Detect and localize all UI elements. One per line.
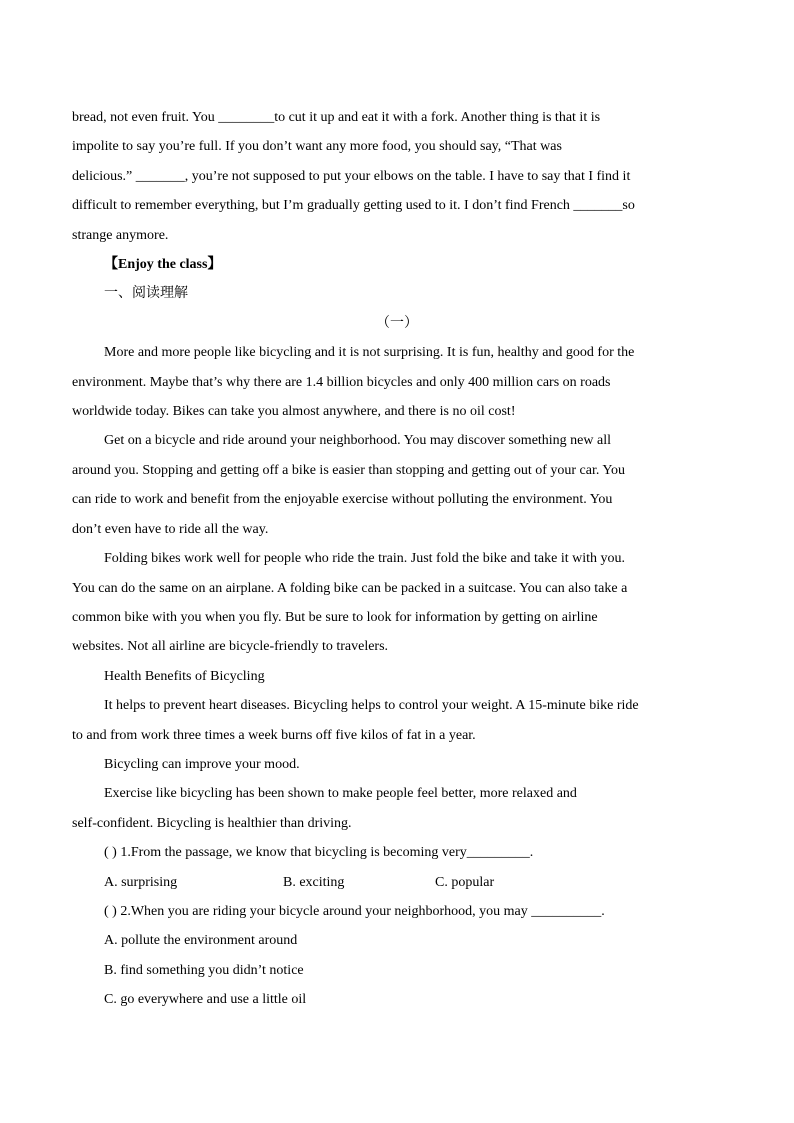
passage-line: self-confident. Bicycling is healthier than driving. (72, 815, 352, 831)
intro-line: strange anymore. (72, 227, 169, 243)
section-subheading: 一、阅读理解 (104, 286, 188, 302)
question-2-stem: ( ) 2.When you are riding your bicycle around your neighborhood, you may __________. (104, 903, 605, 919)
page-content (72, 103, 722, 1015)
question-2-option-c: C. go everywhere and use a little oil (104, 992, 307, 1008)
intro-line: impolite to say you’re full. If you don’t want any more food, you should say, “That was (72, 139, 562, 155)
passage-line: Folding bikes work well for people who ride the train. Just fold the bike and take it with you. (104, 551, 626, 567)
intro-line: difficult to remember everything, but I’m gradually getting used to it. I don’t find French _______so (72, 198, 635, 214)
passage-line: worldwide today. Bikes can take you almost anywhere, and there is no oil cost! (72, 404, 516, 420)
passage-number: （一） (376, 315, 418, 331)
question-1-options (72, 868, 722, 897)
passage-line: websites. Not all airline are bicycle-friendly to travelers. (72, 639, 389, 655)
question-1-option-a: A. surprising (104, 874, 178, 890)
question-1-option-b: B. exciting (283, 874, 345, 890)
intro-line: bread, not even fruit. You ________to cut it up and eat it with a fork. Another thing is that it is (72, 110, 601, 125)
passage-line: More and more people like bicycling and it is not surprising. It is fun, healthy and good for the (104, 345, 635, 361)
passage-line: around you. Stopping and getting off a bike is easier than stopping and getting out of your car. You (72, 462, 626, 478)
question-1-option-c: C. popular (435, 874, 495, 890)
passage-line: Bicycling can improve your mood. (104, 756, 300, 772)
question-2-option-b: B. find something you didn’t notice (104, 962, 304, 978)
passage-line: environment. Maybe that’s why there are 1.4 billion bicycles and only 400 million cars on roads (72, 374, 611, 390)
passage-line: don’t even have to ride all the way. (72, 521, 269, 537)
passage-line: to and from work three times a week burns off five kilos of fat in a year. (72, 727, 476, 743)
question-1-stem: ( ) 1.From the passage, we know that bicycling is becoming very_________. (104, 845, 534, 861)
passage-line: common bike with you when you fly. But be sure to look for information by getting on airline (72, 609, 598, 625)
passage-line: can ride to work and benefit from the enjoyable exercise without polluting the environment. You (72, 492, 613, 508)
section-heading: 【Enjoy the class】 (104, 257, 222, 273)
passage-line: Get on a bicycle and ride around your neighborhood. You may discover something new all (104, 433, 612, 449)
health-benefits-title: Health Benefits of Bicycling (104, 668, 265, 684)
question-2-option-a: A. pollute the environment around (104, 933, 298, 949)
passage-line: You can do the same on an airplane. A folding bike can be packed in a suitcase. You can also take a (72, 580, 628, 596)
passage-line: Exercise like bicycling has been shown to make people feel better, more relaxed and (104, 786, 577, 802)
passage-line: It helps to prevent heart diseases. Bicycling helps to control your weight. A 15-minute bike ride (104, 698, 639, 714)
intro-line: delicious.” _______, you’re not supposed to put your elbows on the table. I have to say that I find it (72, 168, 631, 184)
